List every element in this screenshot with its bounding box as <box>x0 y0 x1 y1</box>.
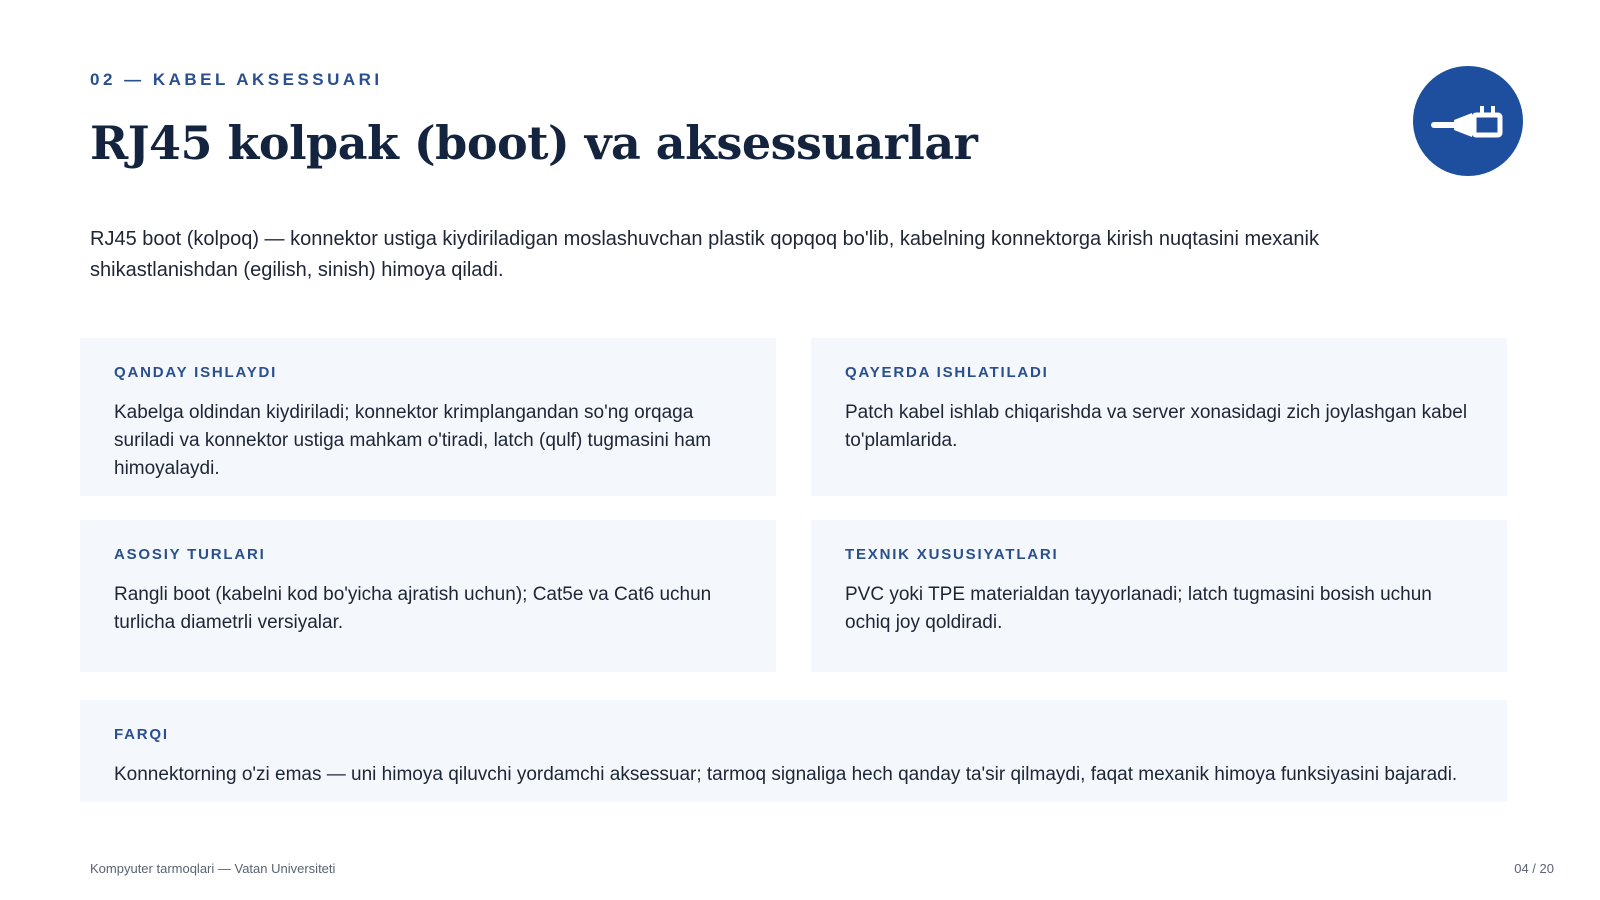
card-label: TEXNIK XUSUSIYATLARI <box>845 546 1059 563</box>
card-how-it-works <box>80 338 776 496</box>
card-label: FARQI <box>114 726 169 743</box>
card-technical-specs <box>811 520 1507 672</box>
card-text: Patch kabel ishlab chiqarishda va server xonasidagi zich joylashgan kabel to'plamlarida. <box>845 402 1468 451</box>
card-main-types <box>80 520 776 672</box>
card-text: Kabelga oldindan kiydiriladi; konnektor krimplangandan so'ng orqaga suriladi va konnektor ustiga mahkam o'tiradi, latch (qulf) tugmasini ham himoyalaydi. <box>114 402 712 479</box>
card-text: PVC yoki TPE materialdan tayyorlanadi; latch tugmasini bosish uchun ochiq joy qoldiradi. <box>845 584 1432 633</box>
connector-plug-icon <box>1430 101 1506 141</box>
footer-course-title: Kompyuter tarmoqlari — Vatan Universiteti <box>90 861 336 876</box>
section-kicker: 02 — KABEL AKSESSUARI <box>90 70 383 89</box>
card-text: Konnektorning o'zi emas — uni himoya qiluvchi yordamchi aksessuar; tarmoq signaliga hech qanday ta'sir qilmaydi, faqat mexanik himoya funksiyasini bajaradi. <box>114 764 1458 785</box>
card-difference <box>80 700 1507 802</box>
card-text: Rangli boot (kabelni kod bo'yicha ajratish uchun); Cat5e va Cat6 uchun turlicha diametrli versiyalar. <box>114 584 712 633</box>
page-title: RJ45 kolpak (boot) va aksessuarlar <box>90 116 978 170</box>
card-label: ASOSIY TURLARI <box>114 546 266 563</box>
header-icon-badge <box>1413 66 1523 176</box>
footer-page-number: 04 / 20 <box>1514 861 1554 876</box>
card-label: QANDAY ISHLAYDI <box>114 364 278 381</box>
card-label: QAYERDA ISHLATILADI <box>845 364 1049 381</box>
card-where-used <box>811 338 1507 496</box>
intro-paragraph: RJ45 boot (kolpoq) — konnektor ustiga kiydiriladigan moslashuvchan plastik qopqoq bo'lib, kabelning konnektorga kirish nuqtasini mexanik shikastlanishdan (egilish, sinish) himoya qiladi. <box>90 228 1319 281</box>
